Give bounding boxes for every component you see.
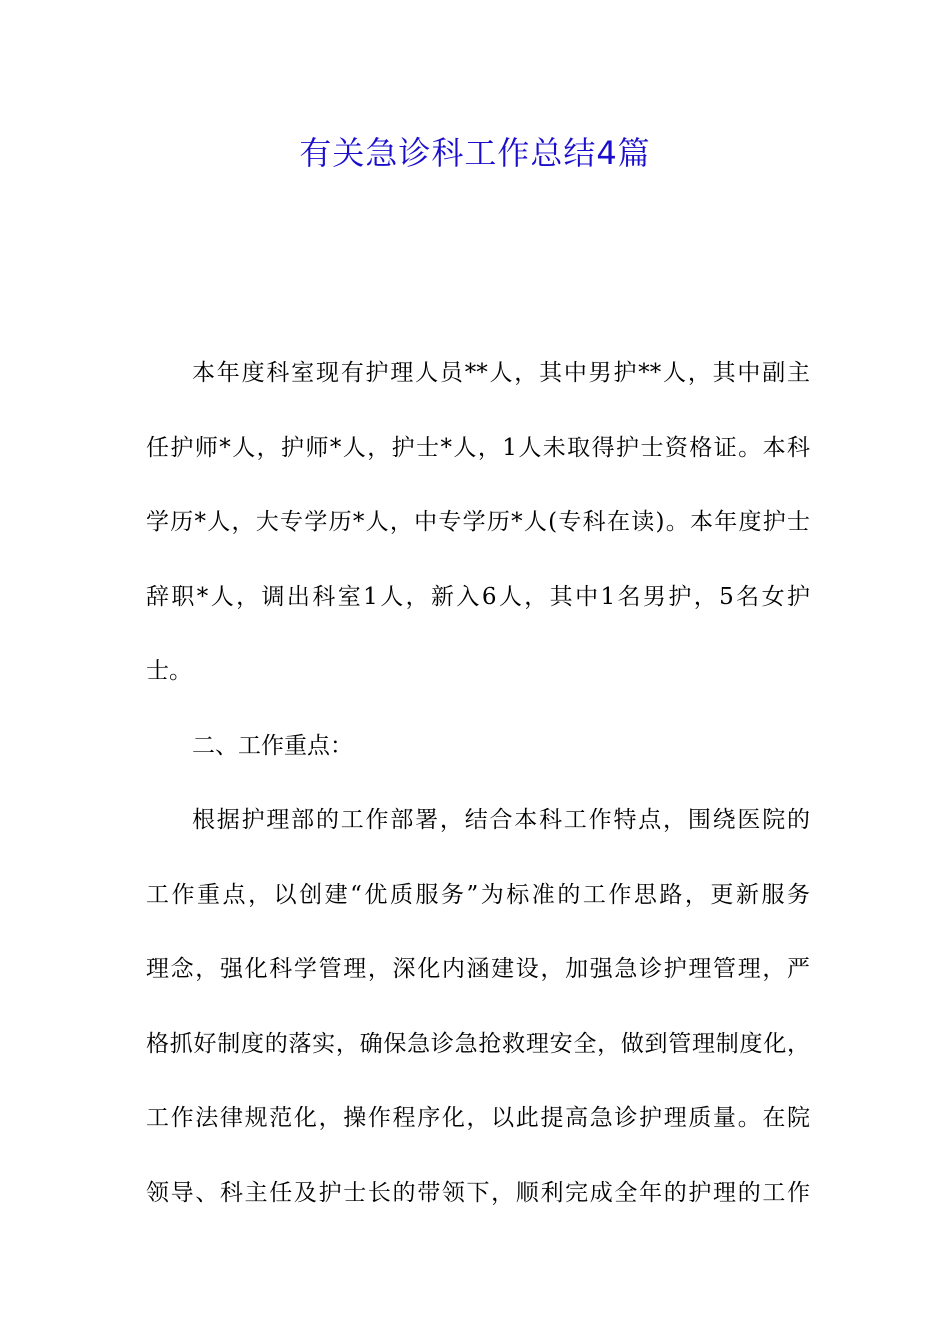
text-line: 学历*人，大专学历*人，中专学历*人(专科在读)。本年度护士 bbox=[146, 509, 810, 535]
paragraph-work-focus bbox=[146, 783, 810, 1230]
heading-text: 二、工作重点： bbox=[192, 732, 353, 759]
section-heading bbox=[146, 709, 810, 784]
text-line: 格抓好制度的落实，确保急诊急抢救理安全，做到管理制度化， bbox=[146, 1030, 810, 1057]
text-line: 辞职*人，调出科室1人，新入6人，其中1名男护，5名女护 bbox=[146, 583, 810, 610]
text-line: 本年度科室现有护理人员**人，其中男护**人，其中副主 bbox=[192, 360, 810, 386]
document-title: 有关急诊科工作总结4篇 bbox=[299, 134, 651, 172]
text-line: 根据护理部的工作部署，结合本科工作特点，围绕医院的 bbox=[192, 807, 810, 833]
text-line: 工作重点，以创建“优质服务”为标准的工作思路，更新服务 bbox=[146, 881, 810, 908]
document-body bbox=[146, 336, 810, 1230]
text-line: 领导、科主任及护士长的带领下，顺利完成全年的护理的工作 bbox=[146, 1179, 810, 1206]
paragraph-staffing bbox=[146, 336, 810, 709]
text-line: 士。 bbox=[146, 658, 192, 684]
text-line: 理念，强化科学管理，深化内涵建设，加强急诊护理管理，严 bbox=[146, 956, 810, 982]
text-line: 任护师*人，护师*人，护士*人，1人未取得护士资格证。本科 bbox=[146, 434, 810, 461]
text-line: 工作法律规范化，操作程序化，以此提高急诊护理质量。在院 bbox=[146, 1105, 810, 1131]
